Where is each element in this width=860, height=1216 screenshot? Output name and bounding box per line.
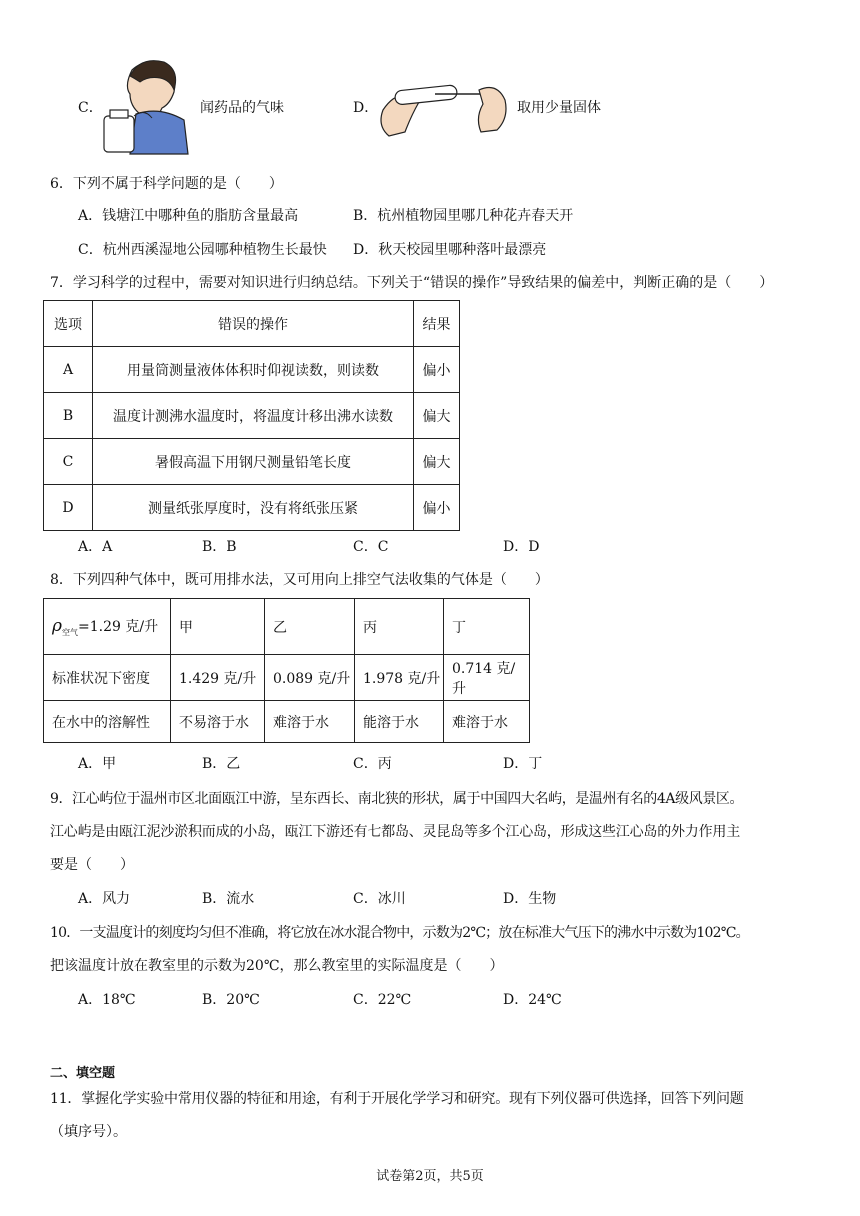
q7-option-c: C．C: [353, 539, 389, 555]
table-cell: 偏小: [414, 485, 460, 531]
table-header-row: [44, 599, 530, 655]
table-cell: 温度计测沸水温度时，将温度计移出沸水读数: [93, 393, 414, 439]
rho-symbol: ρ: [52, 615, 62, 636]
table-cell: 1.978 克/升: [355, 655, 444, 701]
q9-option-d: D．生物: [503, 891, 557, 907]
table-cell: 能溶于水: [355, 701, 444, 743]
q7-stem: 7．学习科学的过程中，需要对知识进行归纳总结。下列关于“错误的操作”导致结果的偏差中，判断正确的是（ ）: [50, 275, 774, 291]
table-row: [44, 701, 530, 743]
table-cell: 暑假高温下用钢尺测量铅笔长度: [93, 439, 414, 485]
table-cell: B: [44, 393, 93, 439]
table-cell: 用量筒测量液体体积时仰视读数，则读数: [93, 347, 414, 393]
page-footer: 试卷第2页，共5页: [376, 1169, 484, 1184]
q9-line-2: 江心屿是由瓯江泥沙淤积而成的小岛，瓯江下游还有七都岛、灵昆岛等多个江心岛，形成这些江心岛的外力作用主: [50, 824, 740, 840]
q9-option-a: A．风力: [78, 891, 131, 907]
q6-option-d: D．秋天校园里哪种落叶最漂亮: [353, 242, 547, 258]
q9-line-3: 要是（ ）: [50, 857, 134, 873]
q8-option-c: C．丙: [353, 756, 392, 772]
table-header-cell: 选项: [44, 301, 93, 347]
test-tube-illustration: [375, 72, 515, 140]
q8-option-a: A．甲: [78, 756, 117, 772]
q5-option-c-text: 闻药品的气味: [200, 100, 284, 116]
table-row: [44, 439, 460, 485]
table-cell: C: [44, 439, 93, 485]
table-header-row: [44, 301, 460, 347]
q11-line-1: 11．掌握化学实验中常用仪器的特征和用途，有利于开展化学学习和研究。现有下列仪器可供选择，回答下列问题: [50, 1091, 744, 1107]
q10-option-d: D．24℃: [503, 992, 562, 1008]
table-cell: 在水中的溶解性: [44, 701, 171, 743]
q9-option-c: C．冰川: [353, 891, 406, 907]
table-cell: 偏大: [414, 393, 460, 439]
rho-subscript: 空气: [62, 627, 78, 637]
table-header-cell: 丁: [444, 599, 530, 655]
table-cell: 不易溶于水: [171, 701, 265, 743]
table-cell: 偏大: [414, 439, 460, 485]
q10-option-a: A．18℃: [78, 992, 136, 1008]
table-header-cell: 甲: [171, 599, 265, 655]
q8-option-b: B．乙: [202, 756, 241, 772]
q6-option-b: B．杭州植物园里哪几种花卉春天开: [353, 208, 574, 224]
q10-line-2: 把该温度计放在教室里的示数为20℃，那么教室里的实际温度是（ ）: [50, 958, 504, 974]
table-cell: 偏小: [414, 347, 460, 393]
table-row: [44, 347, 460, 393]
q9-option-b: B．流水: [202, 891, 255, 907]
rho-value: =1.29 克/升: [78, 618, 159, 635]
q7-option-d: D．D: [503, 539, 540, 555]
table-header-cell: 结果: [414, 301, 460, 347]
table-row: [44, 485, 460, 531]
q7-table: [43, 300, 460, 531]
table-cell: 1.429 克/升: [171, 655, 265, 701]
q10-option-b: B．20℃: [202, 992, 260, 1008]
table-header-cell: 乙: [265, 599, 355, 655]
q8-table: [43, 598, 530, 743]
table-row: [44, 655, 530, 701]
q5-option-d-label: D．: [353, 100, 379, 116]
table-header-cell: 错误的操作: [93, 301, 414, 347]
q6-option-c: C．杭州西溪湿地公园哪种植物生长最快: [78, 242, 327, 258]
table-cell: A: [44, 347, 93, 393]
q5-option-d-text: 取用少量固体: [517, 100, 601, 116]
q9-line-1: 9．江心屿位于温州市区北面瓯江中游，呈东西长、南北狭的形状，属于中国四大名屿，是温州有名的4A级风景区。: [50, 791, 744, 807]
smelling-illustration: [100, 56, 190, 156]
table-cell: 标准状况下密度: [44, 655, 171, 701]
section-title: 二、填空题: [50, 1066, 116, 1081]
table-cell: 0.714 克/升: [444, 655, 530, 701]
table-cell: 难溶于水: [444, 701, 530, 743]
q6-option-a: A．钱塘江中哪种鱼的脂肪含量最高: [78, 208, 299, 224]
q10-option-c: C．22℃: [353, 992, 412, 1008]
table-cell: 测量纸张厚度时，没有将纸张压紧: [93, 485, 414, 531]
table-cell: 难溶于水: [265, 701, 355, 743]
table-header-cell: 丙: [355, 599, 444, 655]
q7-option-b: B．B: [202, 539, 237, 555]
q8-option-d: D．丁: [503, 756, 543, 772]
q8-stem: 8．下列四种气体中，既可用排水法，又可用向上排空气法收集的气体是（ ）: [50, 572, 549, 588]
table-row: [44, 393, 460, 439]
q6-stem: 6．下列不属于科学问题的是（ ）: [50, 176, 283, 192]
rho-air-cell: [44, 599, 171, 655]
q11-line-2: （填序号）。: [50, 1124, 127, 1140]
q5-option-c-label: C．: [78, 100, 103, 116]
table-cell: 0.089 克/升: [265, 655, 355, 701]
q10-line-1: 10．一支温度计的刻度均匀但不准确，将它放在冰水混合物中，示数为2℃；放在标准大气压下的沸水中示数为102℃。: [50, 925, 749, 941]
table-cell: D: [44, 485, 93, 531]
q7-option-a: A．A: [78, 539, 113, 555]
